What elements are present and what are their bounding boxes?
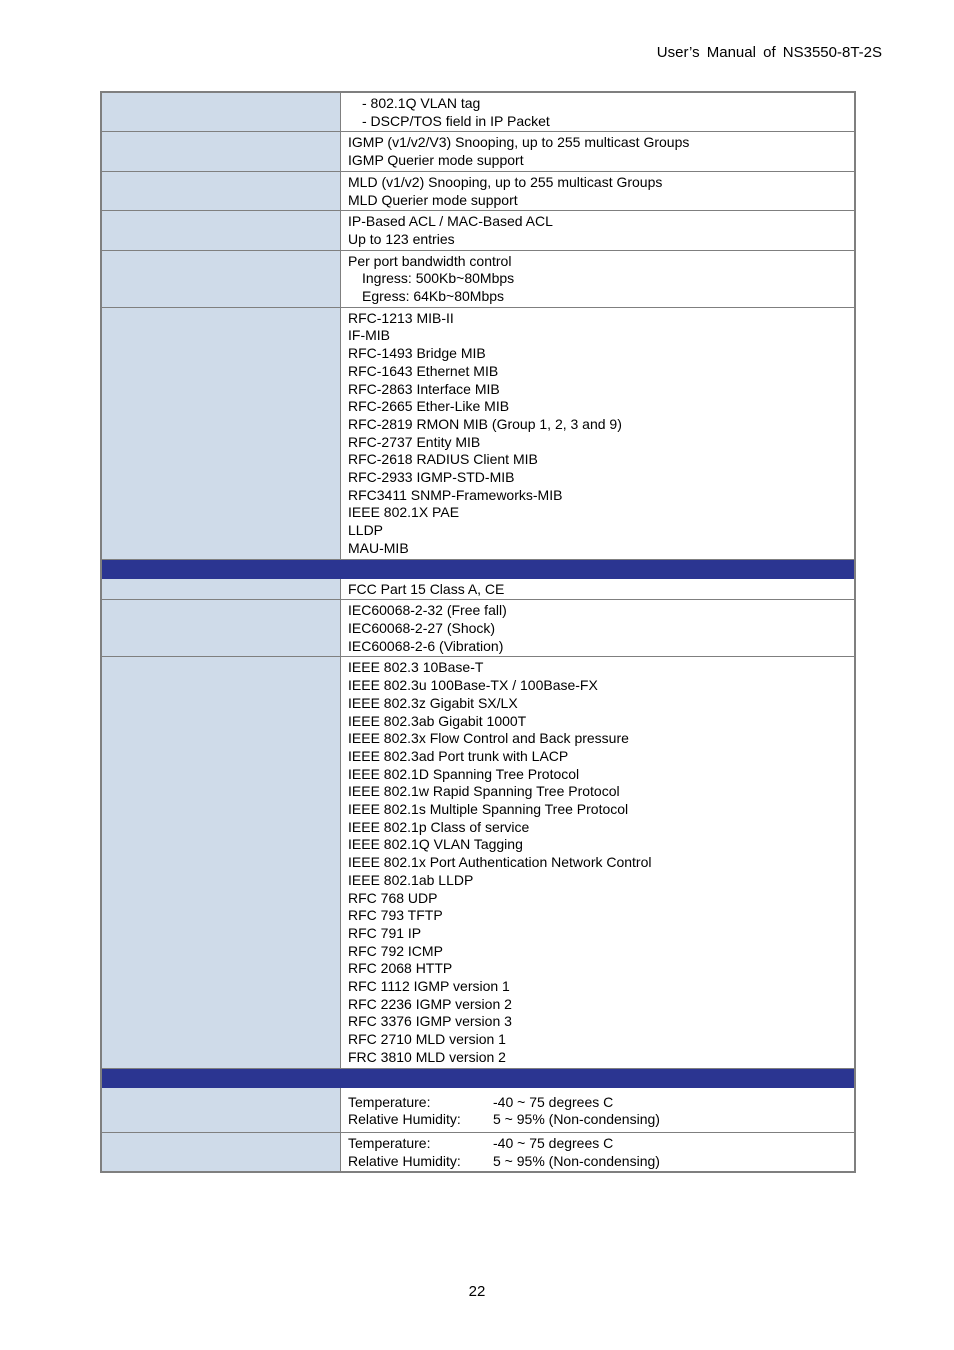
value-cell: FCC Part 15 Class A, CE [341,578,856,600]
value-cell: IEEE 802.3 10Base-T IEEE 802.3u 100Base-TX / 100Base-FX IEEE 802.3z Gigabit SX/LX IEEE 802.3ab Gigabit 1000T IEEE 802.3x Flow Control and Back pressure IEEE 802.3ad Port trunk with LACP IEEE 802.1D Spanning Tree Protocol IEEE 802.1w Rapid Spanning Tree Protocol IEEE 802.1s Multiple Spanning Tree Protocol IEEE 802.1p Class of service IEEE 802.1Q VLAN Tagging IEEE 802.1x Port Authentication Network Control IEEE 802.1ab LLDP RFC 768 UDP RFC 793 TFTP RFC 791 IP RFC 792 ICMP RFC 2068 HTTP RFC 1112 IGMP version 1 RFC 2236 IGMP version 2 RFC 3376 IGMP version 3 RFC 2710 MLD version 1 FRC 3810 MLD version 2 [341,657,856,1068]
section-header-bar [101,559,855,578]
label-cell [101,578,341,600]
label-cell [101,171,341,210]
table-row [101,578,855,600]
temperature-line: Temperature: -40 ~ 75 degrees C [348,1134,614,1151]
table-row [101,600,855,657]
value-cell: IEC60068-2-32 (Free fall) IEC60068-2-27 (Shock) IEC60068-2-6 (Vibration) [341,600,856,657]
value-cell [341,1132,856,1172]
label-cell [101,132,341,171]
page-header: User’s Manual of NS3550-8T-2S [656,44,882,61]
section-header-row [101,559,855,578]
table-row [101,171,855,210]
label-cell [101,92,341,132]
section-header-row [101,1068,855,1087]
label-cell [101,1132,341,1172]
label-cell [101,1087,341,1132]
label-cell [101,657,341,1068]
table-row [101,307,855,559]
value-cell [341,1087,856,1132]
table-row [101,250,855,307]
label-cell [101,250,341,307]
label-cell [101,600,341,657]
value-cell: - 802.1Q VLAN tag - DSCP/TOS field in IP Packet [341,92,856,132]
table-row [101,657,855,1068]
humidity-line: Relative Humidity: 5 ~ 95% (Non-condensing) [348,1152,660,1169]
humidity-line: Relative Humidity: 5 ~ 95% (Non-condensing) [348,1111,660,1128]
table-row [101,132,855,171]
label-cell [101,211,341,250]
label-cell [101,307,341,559]
value-cell: IP-Based ACL / MAC-Based ACL Up to 123 entries [341,211,856,250]
table-row [101,211,855,250]
table-row [101,1132,855,1172]
table-row [101,92,855,132]
value-cell: IGMP (v1/v2/V3) Snooping, up to 255 multicast Groups IGMP Querier mode support [341,132,856,171]
specification-table [100,91,856,1173]
value-cell: MLD (v1/v2) Snooping, up to 255 multicast Groups MLD Querier mode support [341,171,856,210]
temperature-line: Temperature: -40 ~ 75 degrees C [348,1093,614,1110]
value-cell: RFC-1213 MIB-II IF-MIB RFC-1493 Bridge MIB RFC-1643 Ethernet MIB RFC-2863 Interface MIB RFC-2665 Ether-Like MIB RFC-2819 RMON MIB (Group 1, 2, 3 and 9) RFC-2737 Entity MIB RFC-2618 RADIUS Client MIB RFC-2933 IGMP-STD-MIB RFC3411 SNMP-Frameworks-MIB IEEE 802.1X PAE LLDP MAU-MIB [341,307,856,559]
value-cell: Per port bandwidth control Ingress: 500Kb~80Mbps Egress: 64Kb~80Mbps [341,250,856,307]
section-header-bar [101,1068,855,1087]
table-row [101,1087,855,1132]
page-number: 22 [468,1283,486,1300]
